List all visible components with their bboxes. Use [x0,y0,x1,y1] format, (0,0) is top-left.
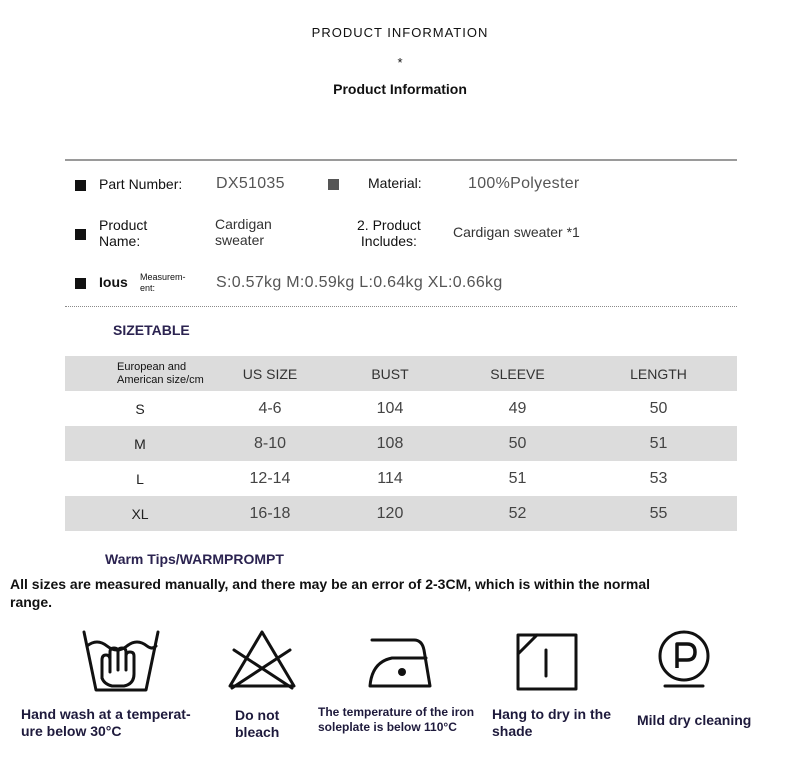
table-row [65,461,737,496]
size-table [65,356,737,531]
product-name-value: Cardigan sweater [215,216,272,248]
care-label-shade-dry: Hang to dry in the shade [492,706,611,739]
weight-value: S:0.57kg M:0.59kg L:0.64kg XL:0.66kg [216,274,503,291]
table-cell: XL [131,505,149,522]
care-label-iron: The temperature of the iron soleplate is below 110°C [318,705,475,734]
weight-label: Ious [99,274,128,290]
page-title: PRODUCT INFORMATION [311,25,489,40]
table-cell: 114 [377,469,403,487]
weight-small-label: Measurem- ent: [140,272,186,293]
shade-dry-icon [515,632,579,692]
table-header-cell: BUST [371,365,409,382]
table-cell: 120 [376,504,404,522]
table-cell: 104 [376,399,404,417]
divider-dotted [65,306,737,307]
includes-value: Cardigan sweater *1 [453,224,580,240]
table-cell: M [134,435,146,452]
table-cell: 51 [508,469,527,487]
bullet-square-icon [75,180,86,191]
dry-clean-icon [655,628,713,690]
part-number-label: Part Number: [99,176,183,192]
table-cell: 52 [508,504,527,522]
tips-title: Warm Tips/WARMPROMPT [105,551,284,567]
product-name-label: Product Name: [99,217,148,249]
table-cell: 51 [649,434,668,452]
table-header-row [65,356,737,391]
table-cell: 12-14 [249,469,291,487]
table-cell: 8-10 [253,434,287,452]
material-label: Material: [368,175,422,191]
table-row [65,426,737,461]
care-label-dry-clean: Mild dry cleaning [637,712,752,728]
table-header-cell: European and American size/cm [117,360,204,386]
care-label-no-bleach: Do not bleach [235,707,280,740]
bullet-square-icon [75,278,86,289]
table-cell: 50 [649,399,668,417]
table-row [65,496,737,531]
part-number-value: DX51035 [216,175,285,192]
includes-label: 2. Product Includes: [357,217,421,249]
tips-text: All sizes are measured manually, and there may be an error of 2-3CM, which is within the normal range. [10,576,651,610]
table-cell: 16-18 [249,504,291,522]
table-row [65,391,737,426]
table-header-cell: LENGTH [630,365,687,382]
table-cell: 49 [508,399,527,417]
hand-wash-icon [80,628,162,694]
table-cell: 50 [508,434,527,452]
table-cell: S [135,400,145,417]
table-cell: 4-6 [258,399,282,417]
material-value: 100%Polyester [468,175,580,192]
iron-icon [366,632,434,690]
table-cell: 53 [649,469,668,487]
bullet-square-icon [328,179,339,190]
page-subtitle: Product Information [333,81,467,97]
care-label-hand-wash: Hand wash at a temperat- ure below 30°C [21,706,191,739]
table-header-cell: US SIZE [242,365,298,382]
size-table-title: SIZETABLE [113,322,190,338]
table-header-cell: SLEEVE [490,365,545,382]
divider-solid [65,159,737,161]
no-bleach-icon [226,628,298,690]
bullet-square-icon [75,229,86,240]
table-cell: 108 [376,434,404,452]
header-star: * [397,55,403,70]
table-cell: 55 [649,504,668,522]
table-cell: L [136,470,144,487]
